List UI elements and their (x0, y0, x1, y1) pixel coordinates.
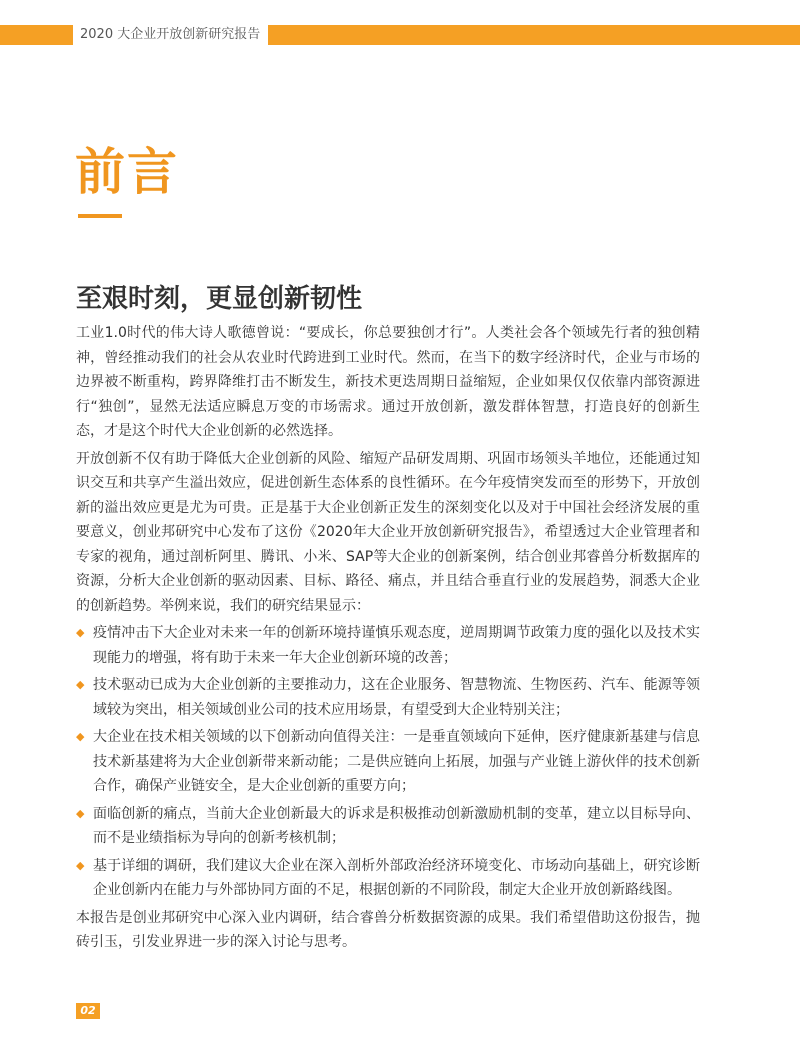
list-item (76, 854, 700, 903)
list-item-text: 面临创新的痛点，当前大企业创新最大的诉求是积极推动创新激励机制的变革，建立以目标导向、而不是业绩指标为导向的创新考核机制； (93, 805, 700, 846)
page-number: 02 (76, 1003, 100, 1019)
section-heading: 至艰时刻，更显创新韧性 (76, 284, 363, 314)
list-item (76, 621, 700, 670)
diamond-bullet-icon: ◆ (76, 626, 85, 639)
list-item-text: 大企业在技术相关领域的以下创新动向值得关注：一是垂直领域向下延伸，医疗健康新基建与信息技术新基建将为大企业创新带来新动能；二是供应链向上拓展，加强与产业链上游伙伴的技术创新合作，确保产业链安全，是大企业创新的重要方向； (93, 729, 700, 794)
list-item (76, 802, 700, 851)
list-item-text: 技术驱动已成为大企业创新的主要推动力，这在企业服务、智慧物流、生物医药、汽车、能源等领域较为突出，相关领域创业公司的技术应用场景，有望受到大企业特别关注； (93, 677, 700, 718)
list-item-text: 基于详细的调研，我们建议大企业在深入剖析外部政治经济环境变化、市场动向基础上，研究诊断企业创新内在能力与外部协同方面的不足，根据创新的不同阶段，制定大企业开放创新路线图。 (93, 857, 700, 898)
diamond-bullet-icon: ◆ (76, 806, 85, 820)
body-content (76, 321, 700, 958)
header-title: 2020 大企业开放创新研究报告 (80, 27, 261, 42)
header-accent-bar-left (0, 25, 73, 45)
title-underline (78, 214, 122, 218)
list-item (76, 725, 700, 799)
paragraph: 开放创新不仅有助于降低大企业创新的风险、缩短产品研发周期、巩固市场领头羊地位，还能通过知识交互和共享产生溢出效应，促进创新生态体系的良性循环。在今年疫情突发而至的形势下，开放创新的溢出效应更是尤为可贵。正是基于大企业创新正发生的深刻变化以及对于中国社会经济发展的重要意义，创业邦研究中心发布了这份《2020年大企业开放创新研究报告》，希望透过大企业管理者和专家的视角，通过剖析阿里、腾讯、小米、SAP等大企业的创新案例，结合创业邦睿兽分析数据库的资源，分析大企业创新的驱动因素、目标、路径、痛点，并且结合垂直行业的发展趋势，洞悉大企业的创新趋势。举例来说，我们的研究结果显示： (76, 450, 700, 614)
closing-paragraph: 本报告是创业邦研究中心深入业内调研，结合睿兽分析数据资源的成果。我们希望借助这份报告，抛砖引玉，引发业界进一步的深入讨论与思考。 (76, 909, 700, 950)
page-title: 前言 (75, 143, 179, 201)
diamond-bullet-icon: ◆ (76, 858, 85, 872)
header-accent-bar-right (268, 25, 800, 45)
list-item-text: 疫情冲击下大企业对未来一年的创新环境持谨慎乐观态度，逆周期调节政策力度的强化以及技术实现能力的增强，将有助于未来一年大企业创新环境的改善； (93, 625, 700, 666)
list-item (76, 673, 700, 722)
diamond-bullet-icon: ◆ (76, 730, 85, 743)
diamond-bullet-icon: ◆ (76, 678, 85, 691)
paragraph: 工业1.0时代的伟大诗人歌德曾说：“要成长，你总要独创才行”。人类社会各个领域先行者的独创精神，曾经推动我们的社会从农业时代跨进到工业时代。然而，在当下的数字经济时代，企业与市场的边界被不断重构，跨界降维打击不断发生，新技术更迭周期日益缩短，企业如果仅仅依靠内部资源进行“独创”，显然无法适应瞬息万变的市场需求。通过开放创新，激发群体智慧，打造良好的创新生态，才是这个时代大企业创新的必然选择。 (76, 325, 700, 439)
findings-list (76, 621, 700, 903)
